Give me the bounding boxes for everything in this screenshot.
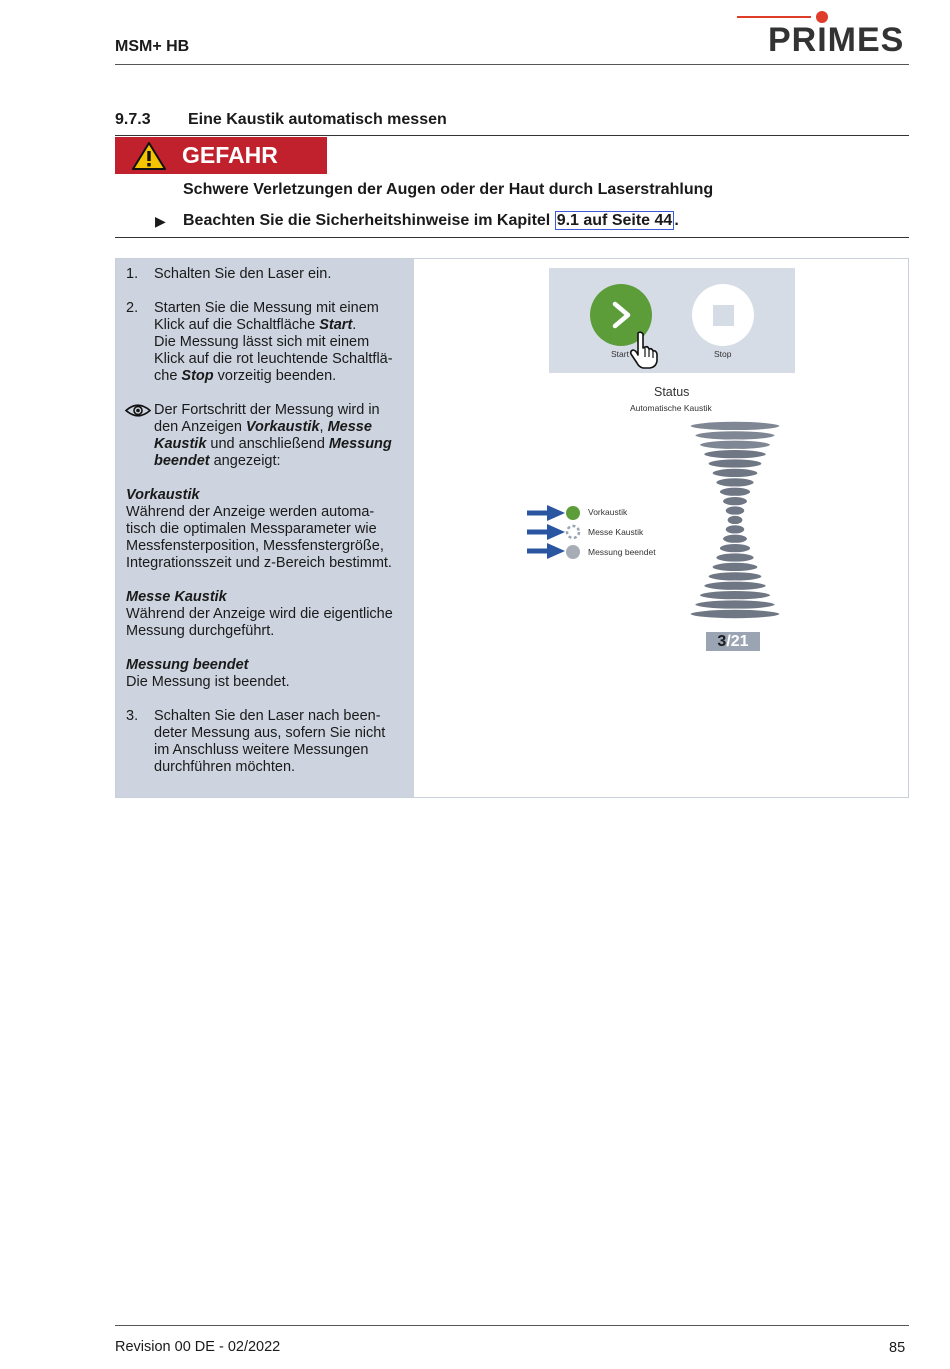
- caustic-ring: [712, 468, 758, 478]
- text-run: angezeigt:: [209, 453, 281, 469]
- vorkaustik-indicator-done: [566, 506, 580, 520]
- caustic-ring: [722, 496, 747, 506]
- step-number: 2.: [126, 300, 139, 316]
- caustic-ring: [716, 553, 754, 563]
- chevron-right-icon: [609, 300, 635, 330]
- section-title: Eine Kaustik automatisch messen: [188, 111, 447, 128]
- hand-cursor-icon: [628, 330, 662, 370]
- caustic-ring: [695, 431, 776, 441]
- caustic-ring: [712, 562, 758, 572]
- start-label: Start: [611, 349, 629, 359]
- chapter-link[interactable]: 9.1 auf Seite 44: [556, 212, 673, 229]
- caustic-ring: [708, 459, 762, 469]
- text-line: [154, 419, 392, 436]
- text-line: [154, 453, 392, 470]
- text-line: durchführen möchten.: [154, 759, 296, 775]
- text-line: deter Messung aus, sofern Sie nicht: [154, 725, 386, 741]
- caustic-ring: [719, 543, 750, 553]
- stop-square-icon: [713, 305, 734, 326]
- messung-beendet-description: [126, 657, 290, 691]
- step-text: [154, 708, 385, 776]
- text-line: tisch die optimalen Messparameter wie: [126, 521, 377, 537]
- text-line: Der Fortschritt der Messung wird in: [154, 402, 380, 418]
- danger-label: GEFAHR: [182, 142, 278, 168]
- status-title: Status: [654, 385, 690, 399]
- term-heading: Messung beendet: [126, 657, 249, 673]
- term-heading: Messe Kaustik: [126, 589, 227, 605]
- text-line: Während der Anzeige wird die eigentliche: [126, 606, 393, 622]
- stop-keyword: Stop: [181, 368, 214, 384]
- section-number: 9.7.3: [115, 111, 151, 128]
- indicator-label: Messe Kaustik: [588, 527, 644, 537]
- keyword: Kaustik: [154, 436, 207, 452]
- control-panel: [549, 268, 795, 373]
- indicator-label: Vorkaustik: [588, 507, 628, 517]
- text-line: Messfensterposition, Messfenstergröße,: [126, 538, 384, 554]
- progress-indicators: [564, 505, 582, 559]
- step-text: Schalten Sie den Laser ein.: [154, 266, 332, 282]
- danger-action-suffix: .: [674, 212, 679, 229]
- revision-text: Revision 00 DE - 02/2022: [115, 1339, 281, 1355]
- logo-accent-line: [737, 16, 811, 18]
- caustic-ring: [690, 609, 780, 619]
- text-line: Starten Sie die Messung mit einem: [154, 300, 379, 316]
- caustic-ring: [704, 449, 767, 459]
- text-run: .: [352, 317, 357, 333]
- observation-note: [154, 402, 392, 470]
- text-line: [154, 436, 392, 453]
- keyword: Messe: [327, 419, 372, 435]
- text-run: che: [154, 368, 182, 384]
- keyword: Vorkaustik: [245, 419, 320, 435]
- text-run: den Anzeigen: [154, 419, 246, 435]
- text-run: Klick auf die Schaltfläche: [154, 317, 320, 333]
- text-line: Schalten Sie den Laser nach been-: [154, 708, 381, 724]
- action-arrow-icon: ▶: [155, 213, 166, 229]
- warning-triangle-icon: [131, 141, 167, 171]
- measurement-counter: [706, 632, 760, 651]
- caustic-ring: [722, 534, 747, 544]
- text-line: [154, 368, 393, 385]
- document-title: MSM+ HB: [115, 38, 190, 55]
- text-line: Die Messung ist beendet.: [126, 674, 290, 690]
- step-text: [154, 300, 393, 385]
- text-line: im Anschluss weitere Messungen: [154, 742, 369, 758]
- stop-label: Stop: [714, 349, 732, 359]
- counter-current: 3: [717, 633, 727, 650]
- header-divider: [115, 64, 909, 65]
- messung-beendet-indicator-pending: [566, 545, 580, 559]
- danger-divider: [115, 237, 909, 238]
- status-subtitle: Automatische Kaustik: [630, 403, 712, 413]
- danger-description: Schwere Verletzungen der Augen oder der Haut durch Laserstrahlung: [183, 181, 714, 198]
- keyword: beendet: [154, 453, 210, 469]
- text-line: Klick auf die rot leuchtende Schaltflä-: [154, 351, 393, 367]
- caustic-ring: [699, 590, 770, 600]
- text-run: vorzeitig beenden.: [213, 368, 337, 384]
- start-keyword: Start: [319, 317, 353, 333]
- vorkaustik-description: [126, 487, 392, 572]
- step-number: 1.: [126, 266, 139, 282]
- eye-icon: [125, 403, 151, 418]
- footer-divider: [115, 1325, 909, 1326]
- counter-separator: /: [726, 633, 731, 650]
- counter-total: 21: [730, 633, 749, 650]
- keyword: Messung: [328, 436, 392, 452]
- caustic-ring: [727, 515, 743, 525]
- caustic-ring: [725, 525, 745, 535]
- caustic-ring: [725, 506, 745, 516]
- text-line: Integrationsszeit und z-Bereich bestimmt.: [126, 555, 392, 571]
- messe-kaustik-description: [126, 589, 393, 640]
- danger-action-text: Beachten Sie die Sicherheitshinweise im Kapitel: [183, 212, 555, 229]
- text-line: Während der Anzeige werden automa-: [126, 504, 375, 520]
- messe-kaustik-indicator-active: [567, 526, 579, 538]
- indicator-label: Messung beendet: [588, 547, 656, 557]
- step-number: 3.: [126, 708, 139, 724]
- caustic-ring: [695, 600, 776, 610]
- caustic-ring: [704, 581, 767, 591]
- text-line: [154, 317, 393, 334]
- primes-logo: PRIMES: [768, 21, 905, 59]
- section-divider: [115, 135, 909, 136]
- caustic-ring: [716, 478, 754, 488]
- caustic-ring: [708, 572, 762, 582]
- page-number: 85: [889, 1340, 906, 1356]
- text-run: ,: [319, 419, 328, 435]
- caustic-ring: [719, 487, 750, 497]
- term-heading: Vorkaustik: [126, 487, 200, 503]
- caustic-visualization: [686, 418, 784, 624]
- caustic-ring: [699, 440, 770, 450]
- danger-action: [183, 212, 679, 230]
- text-run: und anschließend: [206, 436, 329, 452]
- text-line: Die Messung lässt sich mit einem: [154, 334, 370, 350]
- text-line: Messung durchgeführt.: [126, 623, 275, 639]
- caustic-ring: [690, 421, 780, 431]
